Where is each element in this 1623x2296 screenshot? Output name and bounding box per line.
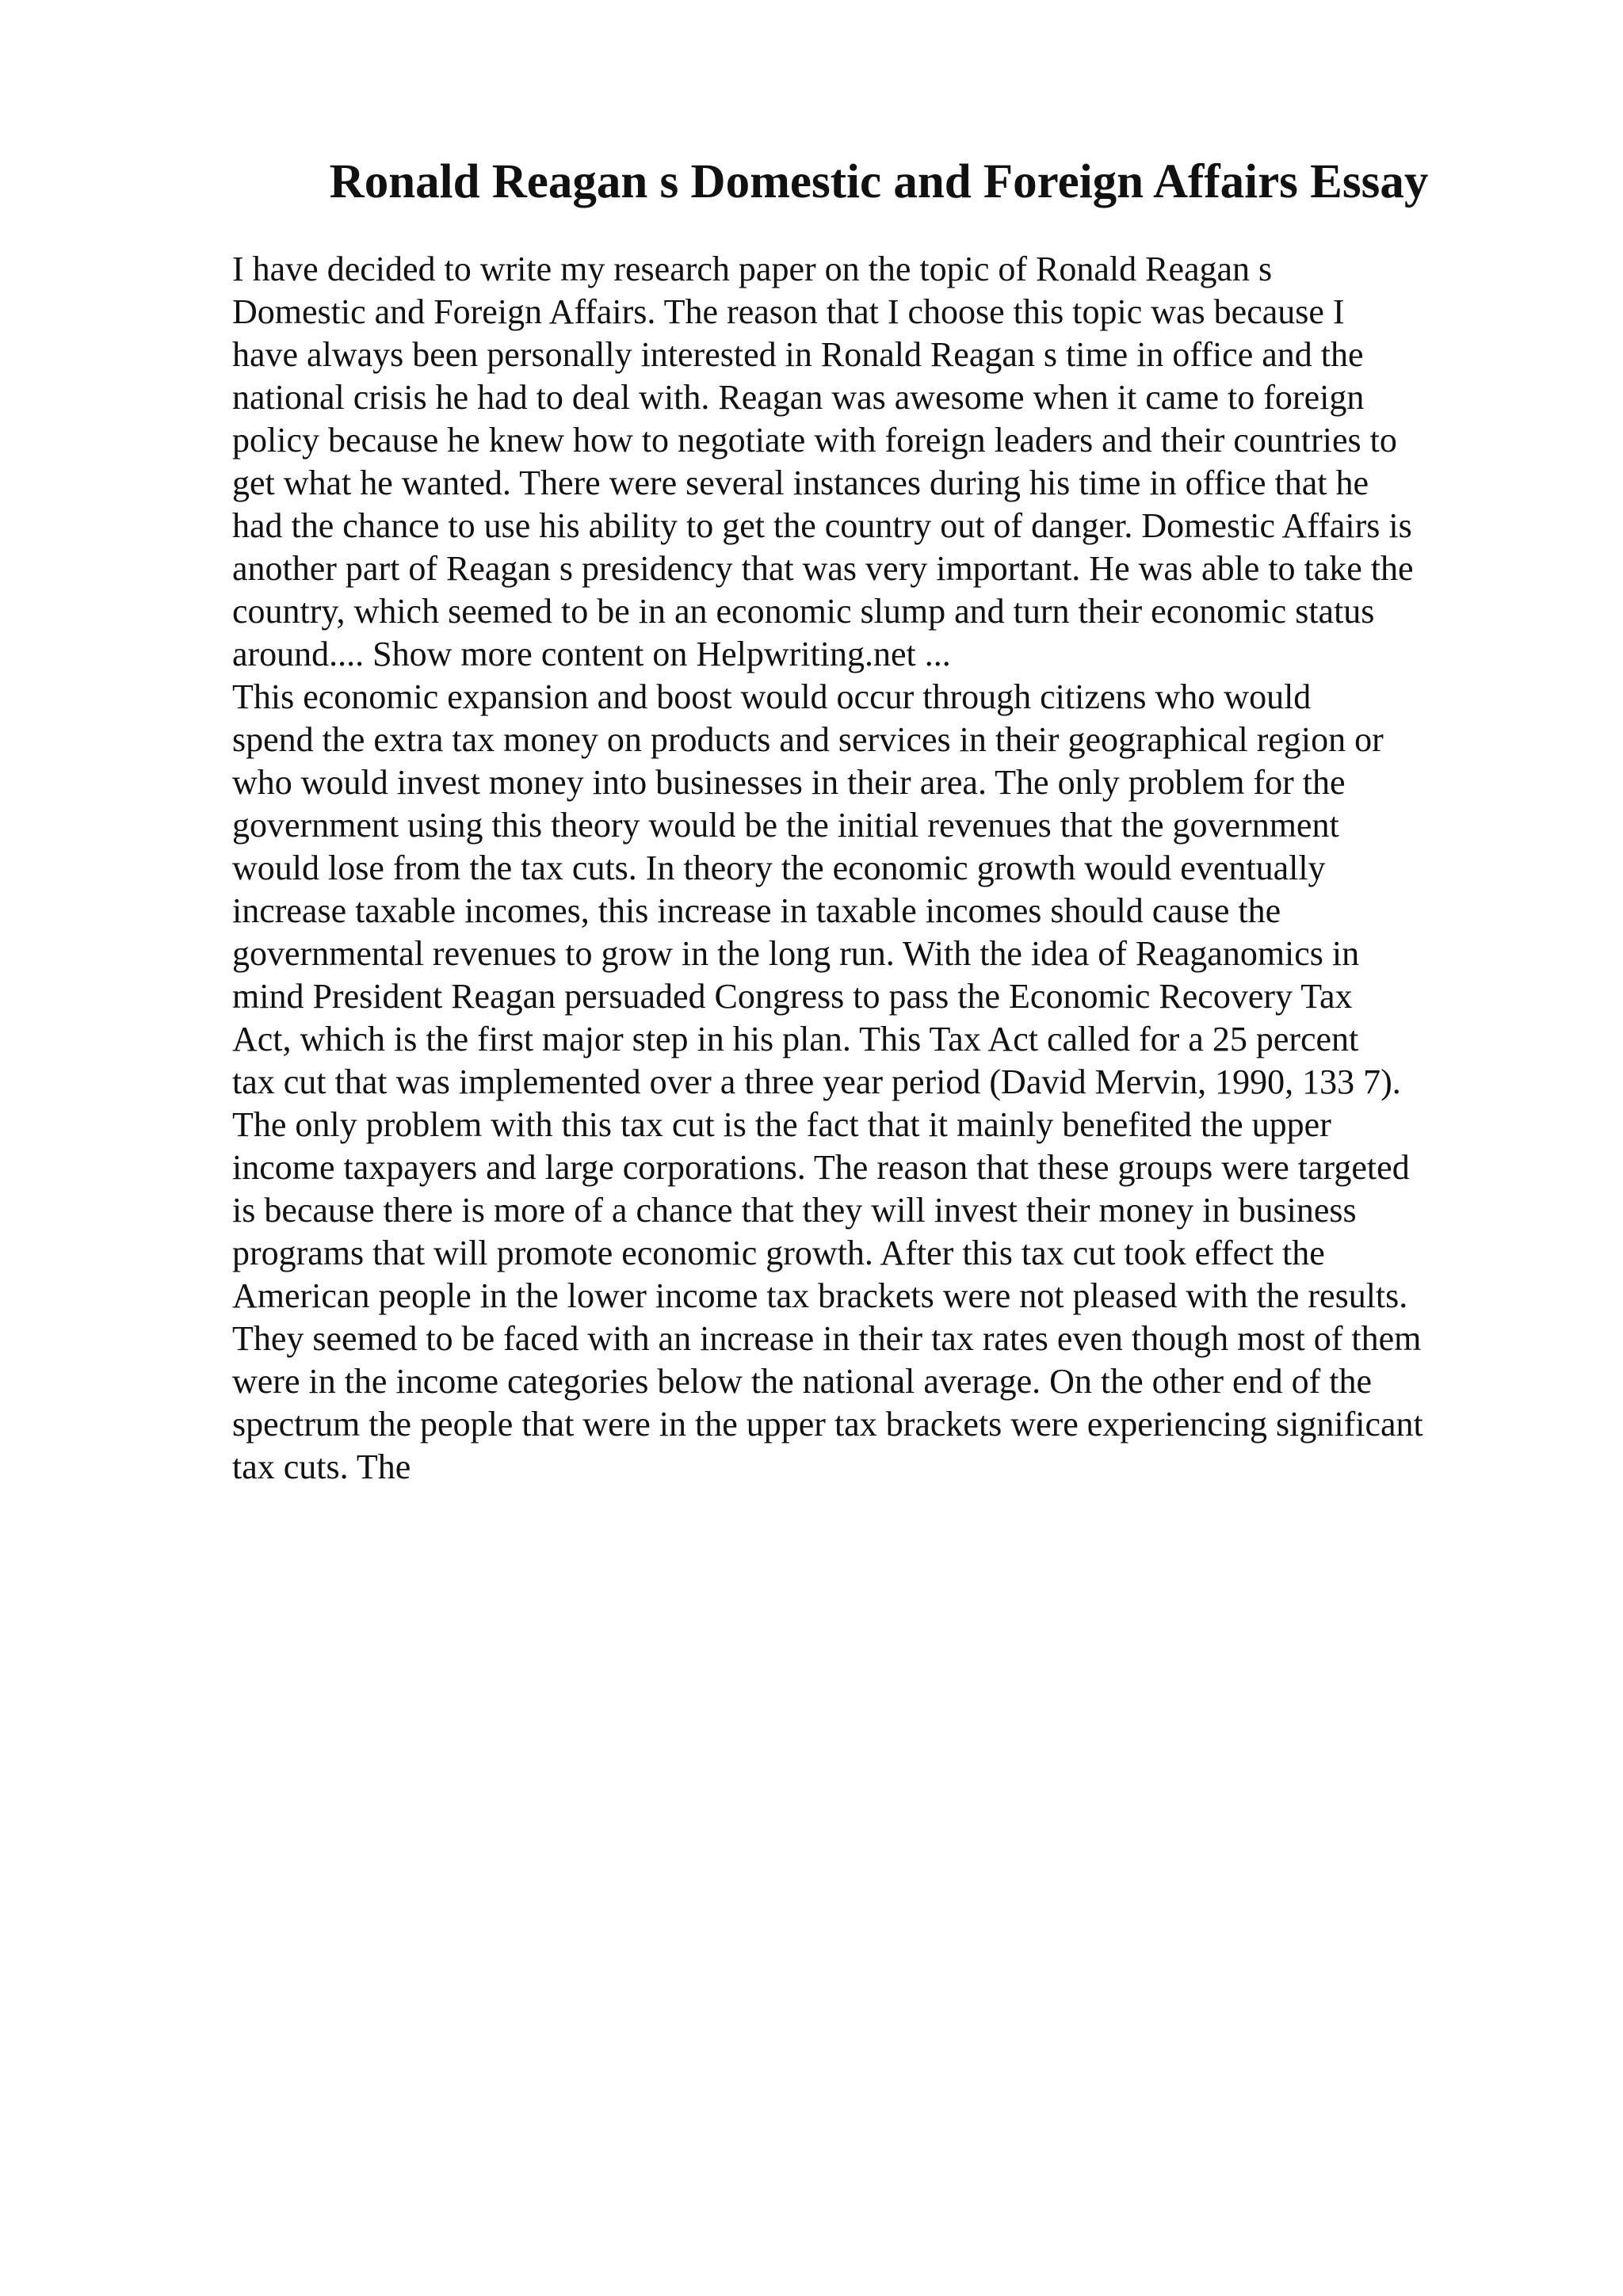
body-line: income taxpayers and large corporations. The reason that these groups were targeted — [232, 1148, 1410, 1187]
essay-body — [232, 248, 1500, 1489]
body-line: spend the extra tax money on products and services in their geographical region or — [232, 720, 1384, 759]
body-line: around.... Show more content on Helpwriting.net ... — [232, 635, 951, 673]
body-line: increase taxable incomes, this increase in taxable incomes should cause the — [232, 891, 1281, 930]
body-line: have always been personally interested in Ronald Reagan s time in office and the — [232, 335, 1364, 374]
body-line: another part of Reagan s presidency that was very important. He was able to take the — [232, 549, 1414, 588]
body-line: policy because he knew how to negotiate with foreign leaders and their countries to — [232, 421, 1397, 460]
body-line: tax cut that was implemented over a three year period (David Mervin, 1990, 133 7). — [232, 1062, 1401, 1101]
body-line: Domestic and Foreign Affairs. The reason that I choose this topic was because I — [232, 292, 1345, 331]
body-line: They seemed to be faced with an increase in their tax rates even though most of them — [232, 1319, 1422, 1358]
body-line: spectrum the people that were in the upper tax brackets were experiencing significant — [232, 1405, 1423, 1444]
body-line: would lose from the tax cuts. In theory the economic growth would eventually — [232, 849, 1326, 887]
body-line: who would invest money into businesses in their area. The only problem for the — [232, 763, 1346, 802]
body-line: The only problem with this tax cut is the fact that it mainly benefited the upper — [232, 1105, 1331, 1144]
body-line: is because there is more of a chance that they will invest their money in business — [232, 1191, 1357, 1230]
body-line: governmental revenues to grow in the long run. With the idea of Reaganomics in — [232, 934, 1360, 973]
body-line: government using this theory would be the initial revenues that the government — [232, 806, 1339, 845]
body-line: Act, which is the first major step in his plan. This Tax Act called for a 25 percent — [232, 1020, 1359, 1058]
body-line: country, which seemed to be in an economic slump and turn their economic status — [232, 592, 1375, 631]
body-line: were in the income categories below the national average. On the other end of the — [232, 1362, 1372, 1401]
body-line: mind President Reagan persuaded Congress to pass the Economic Recovery Tax — [232, 977, 1353, 1016]
body-line: national crisis he had to deal with. Reagan was awesome when it came to foreign — [232, 378, 1365, 417]
document-title: Ronald Reagan s Domestic and Foreign Affairs Essay — [329, 155, 1429, 208]
body-line: programs that will promote economic growth. After this tax cut took effect the — [232, 1234, 1325, 1272]
body-line: I have decided to write my research paper on the topic of Ronald Reagan s — [232, 250, 1273, 288]
body-line: American people in the lower income tax brackets were not pleased with the results. — [232, 1276, 1408, 1315]
body-line: had the chance to use his ability to get the country out of danger. Domestic Affairs is — [232, 506, 1412, 545]
body-line: tax cuts. The — [232, 1447, 411, 1486]
body-line: get what he wanted. There were several instances during his time in office that he — [232, 463, 1369, 502]
body-line: This economic expansion and boost would occur through citizens who would — [232, 677, 1312, 716]
